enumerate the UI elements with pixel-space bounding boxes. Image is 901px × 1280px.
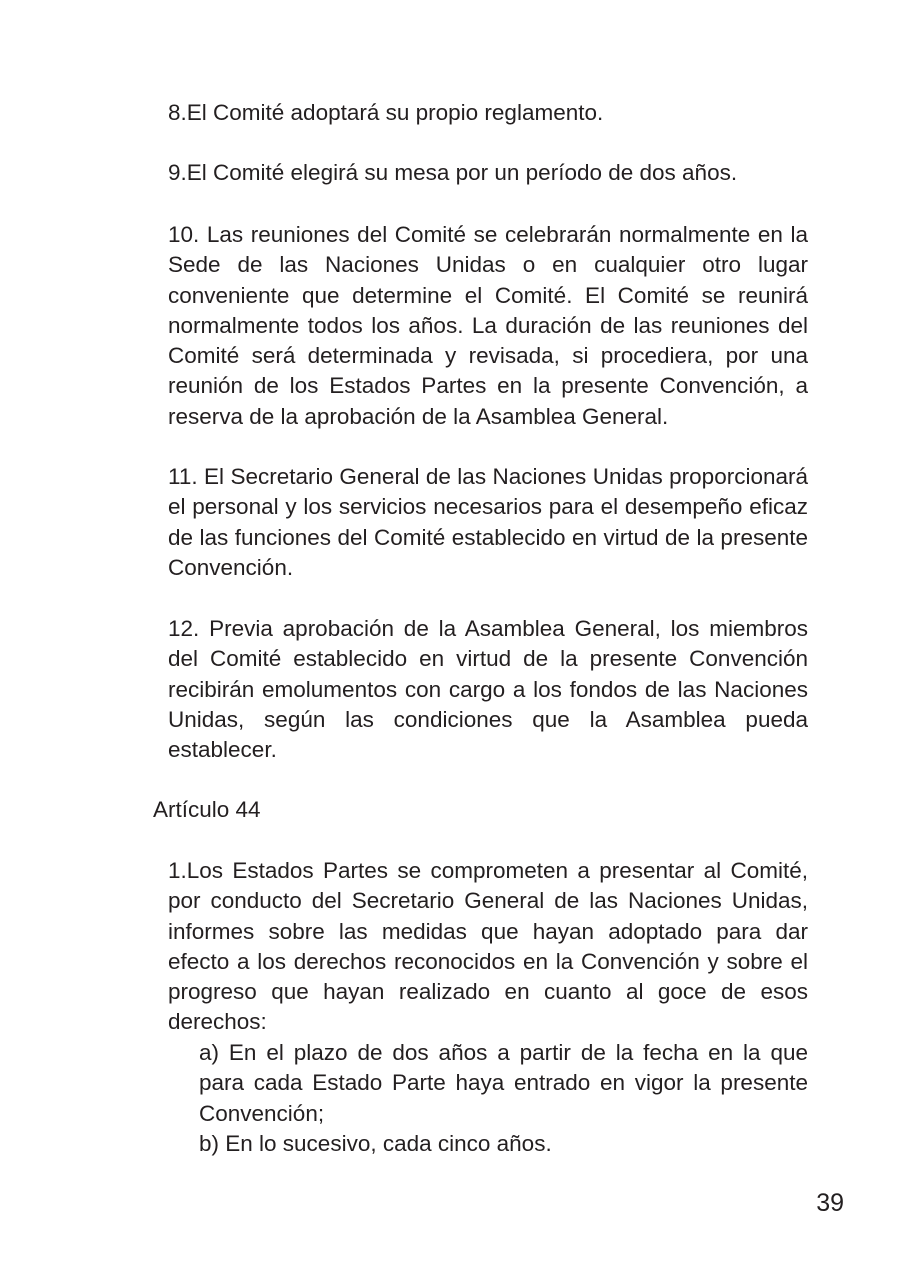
article-heading: Artículo 44 — [153, 797, 261, 822]
paragraph-9: 9.El Comité elegirá su mesa por un período de dos años. — [168, 160, 738, 185]
paragraph-8: 8.El Comité adoptará su propio reglamento. — [168, 100, 604, 125]
page-number: 39 — [816, 1189, 844, 1217]
article-paragraph-1: 1.Los Estados Partes se comprometen a presentar al Comité, por conducto del Secretario General de las Naciones Unidas, informes sobre las medidas que hayan adoptado para dar efecto a los derechos reconocidos en la Convención y sobre el progreso que hayan realizado en cuanto al goce de esos derechos: — [168, 858, 808, 1035]
paragraph-10: 10. Las reuniones del Comité se celebrarán normalmente en la Sede de las Naciones Unidas o en cualquier otro lugar conveniente que determine el Comité. El Comité se reunirá normalmente todos los años. La duración de las reuniones del Comité será determinada y revisada, si procediera, por una reunión de los Estados Partes en la presente Convención, a reserva de la aprobación de la Asamblea General. — [168, 222, 808, 429]
paragraph-12: 12. Previa aprobación de la Asamblea General, los miembros del Comité establecido en virtud de la presente Convención recibirán emolumentos con cargo a los fondos de las Naciones Unidas, según las condiciones que la Asamblea pueda establecer. — [168, 616, 808, 763]
article-item-b: b) En lo sucesivo, cada cinco años. — [199, 1131, 552, 1156]
paragraph-11: 11. El Secretario General de las Naciones Unidas proporcionará el personal y los servicios necesarios para el desempeño eficaz de las funciones del Comité establecido en virtud de la presente Convención. — [168, 464, 808, 580]
article-item-a: a) En el plazo de dos años a partir de la fecha en la que para cada Estado Parte haya entrado en vigor la presente Convención; — [199, 1040, 808, 1126]
